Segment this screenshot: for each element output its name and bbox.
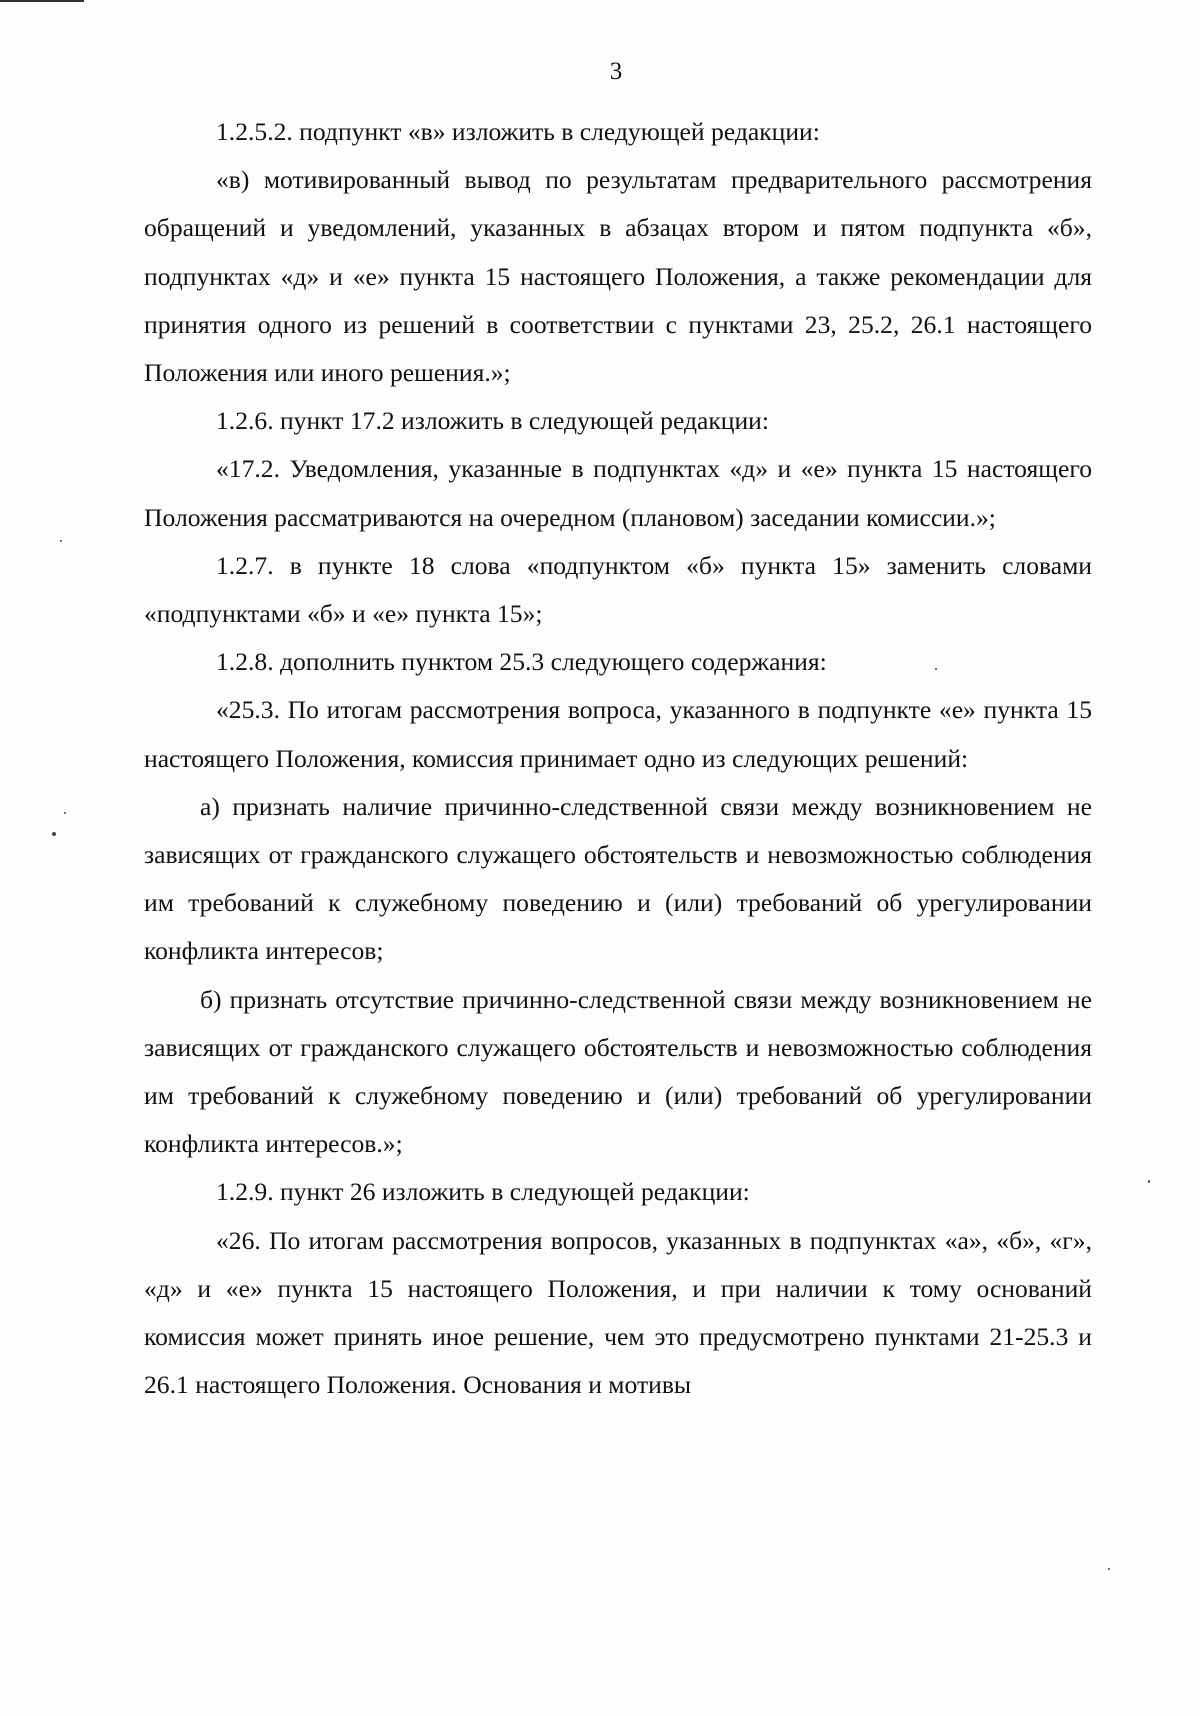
paragraph-1-2-8: 1.2.8. дополнить пунктом 25.3 следующего содержания: xyxy=(216,647,827,677)
page-number: 3 xyxy=(609,58,623,85)
scan-speck xyxy=(64,812,66,814)
paragraph-subitem-v: «в) мотивированный вывод по результатам предварительного рассмотрения обращений и уведомлений, указанных в абзацах втором и пятом подпункта «б», подпунктах «д» и «е» пункта 15 настоящего Положения, а также рекомендации для принятия одного из решений в соответствии с пунктами 23, 25.2, 26.1 настоящего Положения или иного решения.»; xyxy=(144,165,1092,388)
paragraph-1-2-9: 1.2.9. пункт 26 изложить в следующей редакции: xyxy=(216,1177,750,1207)
paragraph-17-2: «17.2. Уведомления, указанные в подпунктах «д» и «е» пункта 15 настоящего Положения рассматриваются на очередном (плановом) заседании комиссии.»; xyxy=(144,454,1092,532)
scan-edge-mark xyxy=(0,0,84,2)
paragraph-decision-b: б) признать отсутствие причинно-следственной связи между возникновением не зависящих от гражданского служащего обстоятельств и невозможностью соблюдения им требований к служебному поведению и (или) требований об урегулировании конфликта интересов.»; xyxy=(144,984,1092,1159)
document-body xyxy=(144,108,1092,1409)
paragraph-1-2-5-2: 1.2.5.2. подпункт «в» изложить в следующей редакции: xyxy=(216,117,820,146)
paragraph-1-2-7: 1.2.7. в пункте 18 слова «подпунктом «б» пункта 15» заменить словами «подпунктами «б» и «е» пункта 15»; xyxy=(144,550,1092,629)
paragraph-25-3: «25.3. По итогам рассмотрения вопроса, указанного в подпункте «е» пункта 15 настоящего Положения, комиссия принимает одно из следующих решений: xyxy=(144,695,1092,773)
paragraph-decision-a: а) признать наличие причинно-следственной связи между возникновением не зависящих от гражданского служащего обстоятельств и невозможностью соблюдения им требований к служебному поведению и (или) требований об урегулировании конфликта интересов; xyxy=(144,791,1092,966)
scan-speck xyxy=(60,540,62,542)
scan-speck xyxy=(52,832,56,836)
paragraph-1-2-6: 1.2.6. пункт 17.2 изложить в следующей редакции: xyxy=(216,406,769,436)
paragraph-26: «26. По итогам рассмотрения вопросов, указанных в подпунктах «а», «б», «г», «д» и «е» пункта 15 настоящего Положения, и при наличии к тому оснований комиссия может принять иное решение, чем это предусмотрено пунктами 21-25.3 и 26.1 настоящего Положения. Основания и мотивы xyxy=(144,1225,1092,1400)
scan-speck xyxy=(1148,1180,1150,1183)
scan-speck xyxy=(935,668,937,670)
scan-speck xyxy=(1108,1568,1110,1570)
